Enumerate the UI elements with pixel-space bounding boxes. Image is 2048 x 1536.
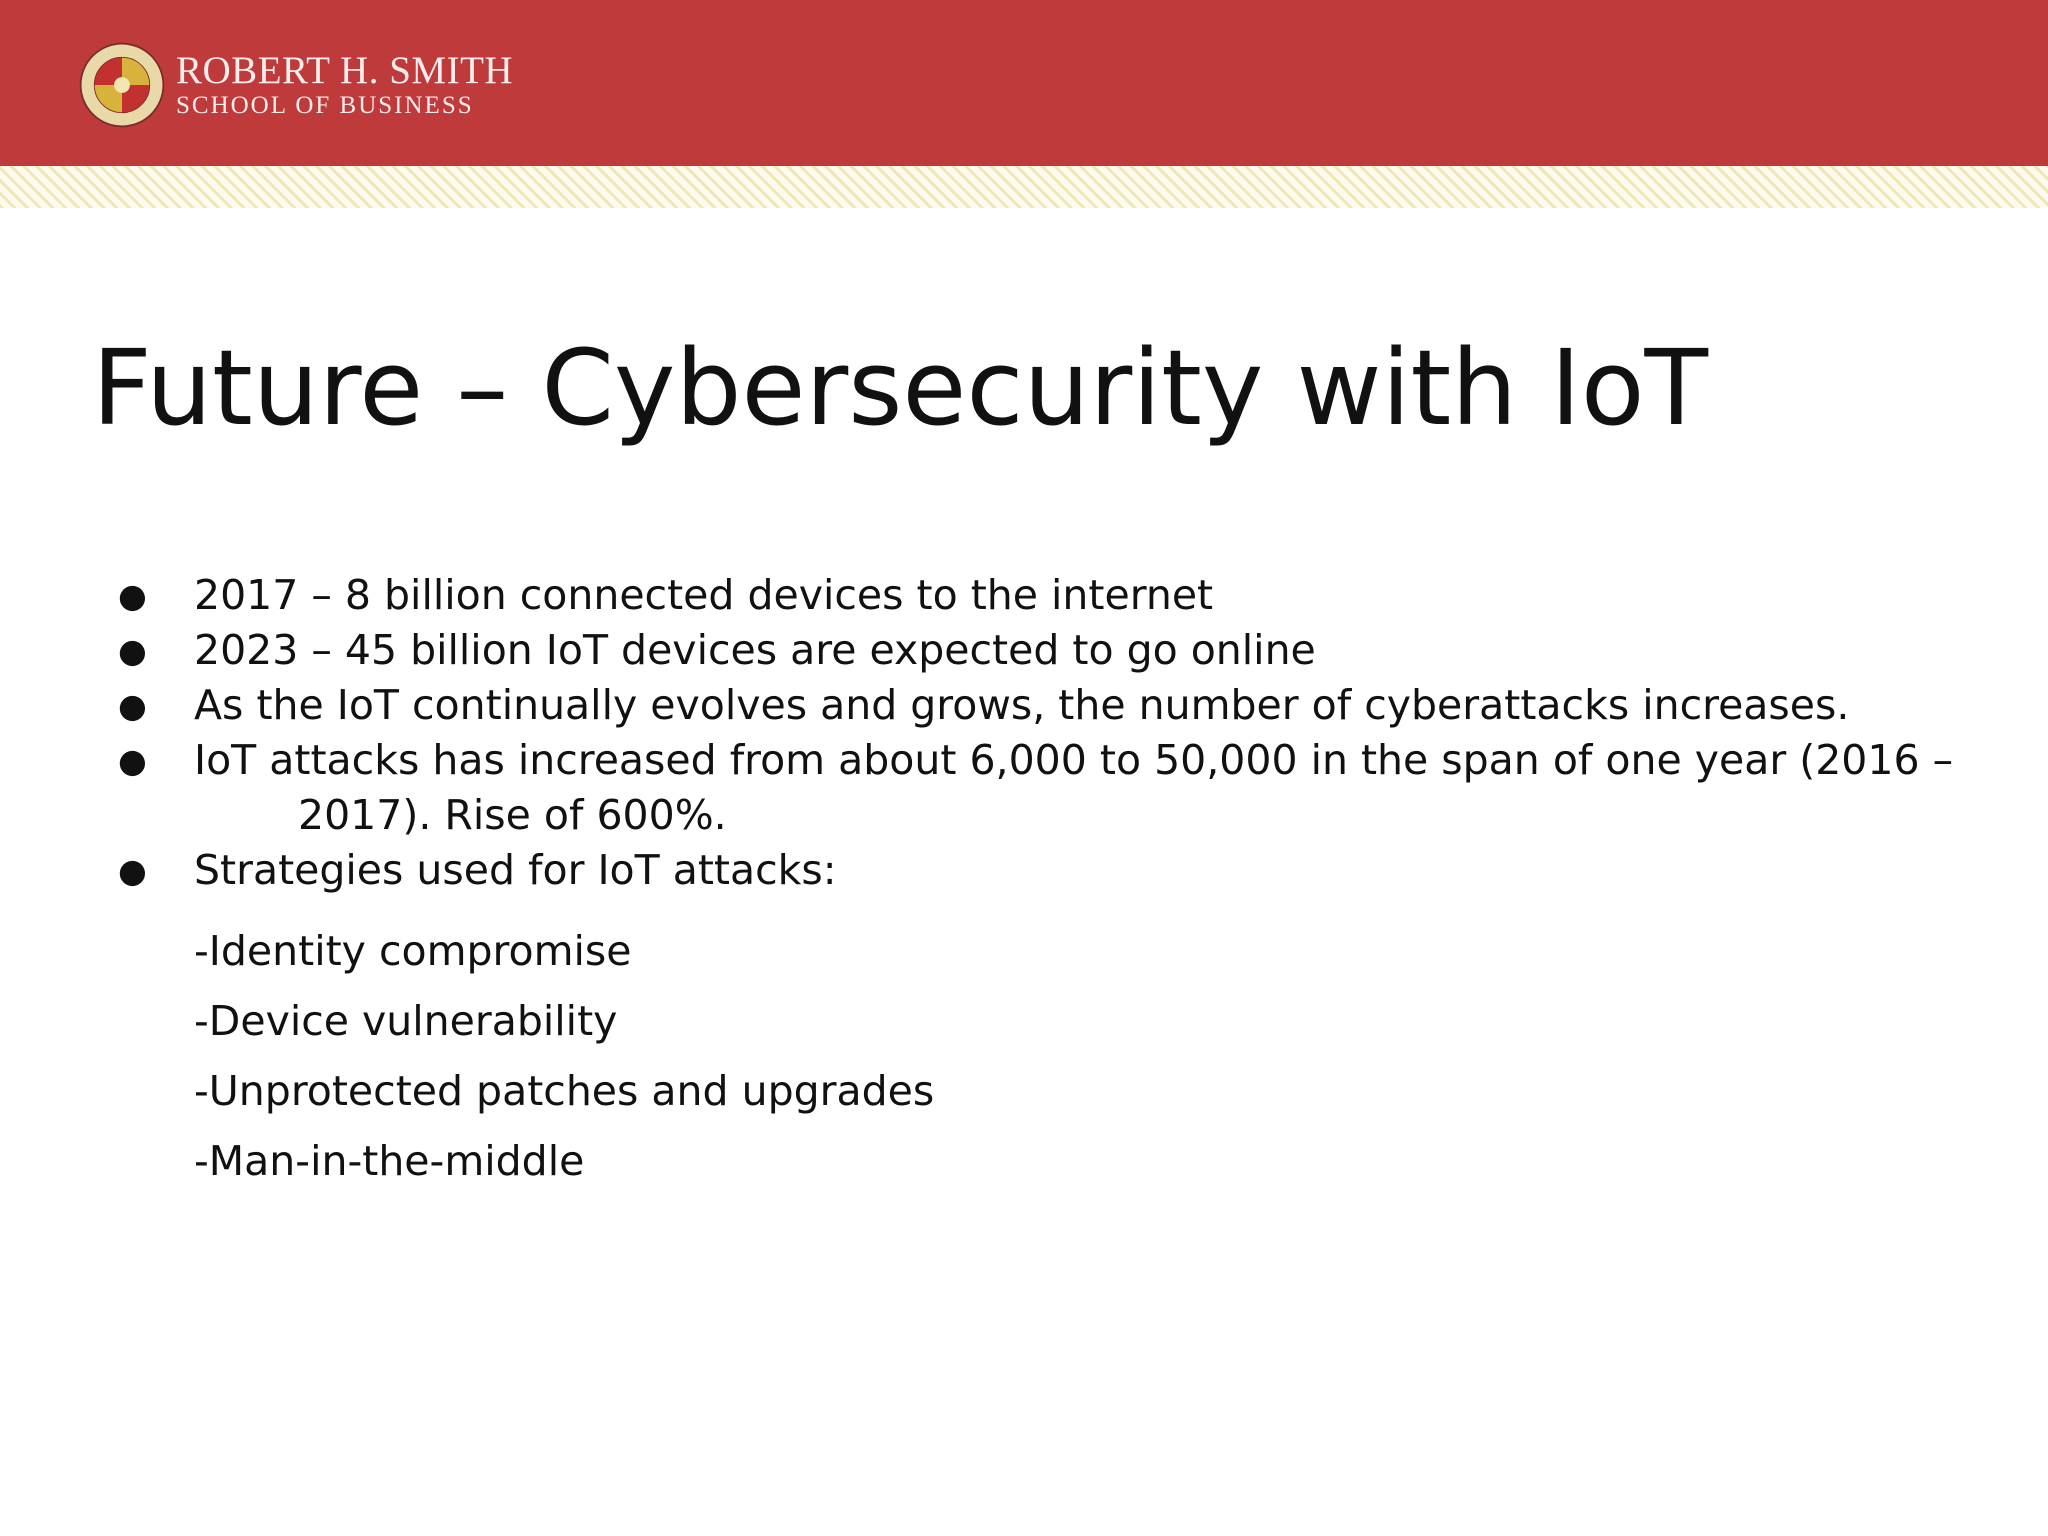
bullet-item — [118, 733, 2028, 843]
bullet-dot-icon: ● — [118, 631, 147, 670]
bullet-continuation: 2017). Rise of 600%. — [298, 791, 727, 839]
bullet-text: Strategies used for IoT attacks: — [194, 846, 837, 894]
logo-line2: SCHOOL OF BUSINESS — [176, 92, 474, 119]
bullet-text: IoT attacks has increased from about 6,000 to 50,000 in the span of one year (2016 – — [194, 736, 1954, 784]
bullet-text: 2023 – 45 billion IoT devices are expected to go online — [194, 626, 1316, 674]
bullet-item — [118, 843, 2028, 898]
strategy-item: -Unprotected patches and upgrades — [194, 1067, 935, 1115]
strategy-item: -Man-in-the-middle — [194, 1137, 585, 1185]
bullet-text: 2017 – 8 billion connected devices to the internet — [194, 571, 1214, 619]
university-seal-icon — [78, 41, 166, 129]
logo-line1: ROBERT H. SMITH — [176, 49, 514, 92]
bullet-dot-icon: ● — [118, 851, 147, 890]
bullet-dot-icon: ● — [118, 686, 147, 725]
slide-title: Future – Cybersecurity with IoT — [92, 327, 1709, 449]
strategy-list — [194, 916, 934, 1196]
strategy-item: -Identity compromise — [194, 927, 632, 975]
strategy-item: -Device vulnerability — [194, 997, 618, 1045]
bullet-item — [118, 623, 2028, 678]
bullet-item — [118, 678, 2028, 733]
school-logo — [78, 40, 513, 130]
bullet-text: As the IoT continually evolves and grows, the number of cyberattacks increases. — [194, 681, 1850, 729]
bullet-dot-icon: ● — [118, 576, 147, 615]
bullet-list — [118, 568, 2028, 898]
bullet-item — [118, 568, 2028, 623]
bullet-dot-icon: ● — [118, 741, 147, 780]
header-hatch-stripe — [0, 166, 2048, 208]
